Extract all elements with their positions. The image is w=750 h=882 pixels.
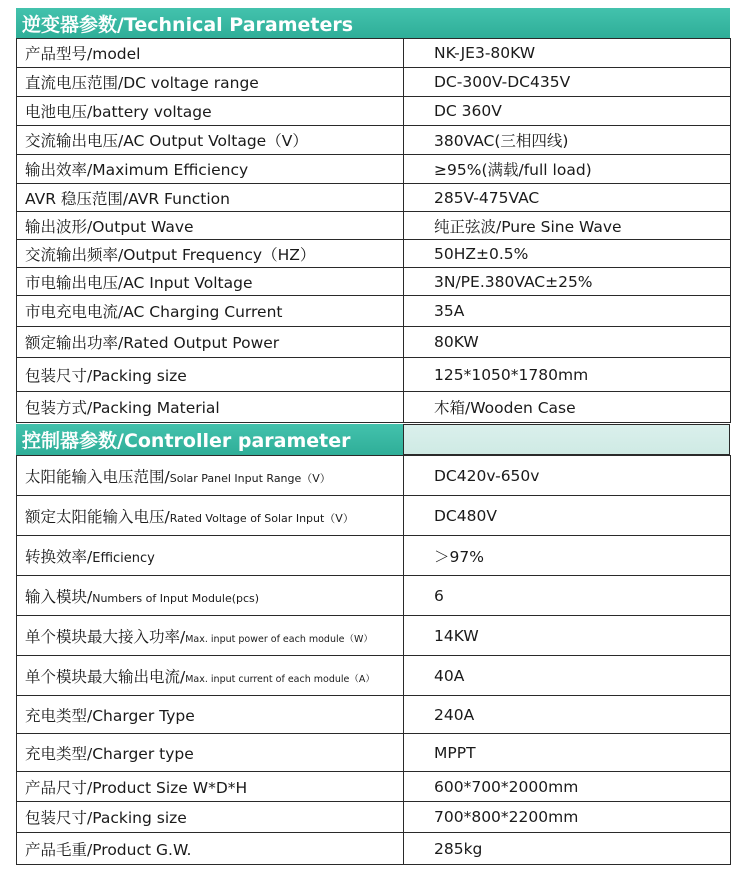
table-row [17,833,731,865]
table-row [17,734,731,772]
table-row [17,358,731,392]
row-label-cn: 太阳能输入电压范围/ [25,467,170,486]
table-row [17,772,731,802]
row-label: 市电充电电流/AC Charging Current [17,296,404,327]
row-value: DC420v-650v [404,456,731,496]
table-row [17,296,731,327]
row-value: 3N/PE.380VAC±25% [404,268,731,296]
table-row [17,576,731,616]
row-label-en: Rated Voltage of Solar Input（V） [169,511,354,525]
row-label: 包装尺寸/Packing size [17,358,404,392]
row-label [17,576,404,616]
row-value: 240A [404,696,731,734]
row-label: 输出波形/Output Wave [17,212,404,240]
table-row [17,184,731,212]
row-label-en: Efficiency [92,550,155,566]
row-label-cn: 输入模块/ [25,587,93,606]
row-label [17,656,404,696]
technical-section-header [16,8,730,38]
row-label: 产品型号/model [17,39,404,68]
table-row [17,392,731,423]
row-label-cn: 单个模块最大接入功率/ [25,627,186,646]
table-row [17,327,731,358]
row-label: 直流电压范围/DC voltage range [17,68,404,97]
row-value: 40A [404,656,731,696]
table-row [17,616,731,656]
row-value: 木箱/Wooden Case [404,392,731,423]
table-row [17,696,731,734]
row-value: 700*800*2200mm [404,802,731,833]
row-label: 输出效率/Maximum Efficiency [17,155,404,184]
table-row [17,126,731,155]
table-row [17,456,731,496]
table-row [17,97,731,126]
row-label: 市电输出电压/AC Input Voltage [17,268,404,296]
row-label: 产品毛重/Product G.W. [17,833,404,865]
row-label: 交流输出频率/Output Frequency（HZ） [17,240,404,268]
row-label-en: Solar Panel Input Range（V） [169,471,331,485]
row-label: AVR 稳压范围/AVR Function [17,184,404,212]
row-value: MPPT [404,734,731,772]
table-row [17,155,731,184]
row-label [17,456,404,496]
row-label: 包装方式/Packing Material [17,392,404,423]
row-label: 包装尺寸/Packing size [17,802,404,833]
table-row [17,268,731,296]
table-row [17,68,731,97]
row-value: NK-JE3-80KW [404,39,731,68]
controller-table [16,455,731,865]
row-value: 600*700*2000mm [404,772,731,802]
row-label-en: Max. input current of each module（A） [185,673,375,685]
table-row [17,240,731,268]
row-value: 380VAC(三相四线) [404,126,731,155]
row-label [17,496,404,536]
controller-section-title: 控制器参数/Controller parameter [22,430,351,452]
row-label-cn: 转换效率/ [25,547,93,566]
row-label: 电池电压/battery voltage [17,97,404,126]
row-value: 35A [404,296,731,327]
table-row [17,656,731,696]
technical-table [16,38,731,423]
controller-header-blank-cell [403,424,730,455]
row-value: ＞97% [404,536,731,576]
row-label-en: Max. input power of each module（W） [185,633,373,645]
row-label: 产品尺寸/Product Size W*D*H [17,772,404,802]
row-label [17,616,404,656]
row-value: 285kg [404,833,731,865]
row-value: 50HZ±0.5% [404,240,731,268]
row-value: DC-300V-DC435V [404,68,731,97]
row-label: 额定输出功率/Rated Output Power [17,327,404,358]
row-value: 14KW [404,616,731,656]
row-label: 交流输出电压/AC Output Voltage（V） [17,126,404,155]
table-row [17,802,731,833]
row-label-cn: 单个模块最大输出电流/ [25,667,186,686]
row-label [17,536,404,576]
row-value: DC480V [404,496,731,536]
row-label: 充电类型/Charger type [17,734,404,772]
table-row [17,212,731,240]
row-label: 充电类型/Charger Type [17,696,404,734]
row-value: 纯正弦波/Pure Sine Wave [404,212,731,240]
table-row [17,496,731,536]
row-value: 125*1050*1780mm [404,358,731,392]
row-value: 6 [404,576,731,616]
row-value: 285V-475VAC [404,184,731,212]
row-value: DC 360V [404,97,731,126]
row-label-en: Numbers of Input Module(pcs) [92,591,260,605]
table-row [17,39,731,68]
row-label-cn: 额定太阳能输入电压/ [25,507,170,526]
row-value: ≥95%(满载/full load) [404,155,731,184]
technical-section-title: 逆变器参数/Technical Parameters [22,13,354,36]
row-value: 80KW [404,327,731,358]
table-row [17,536,731,576]
